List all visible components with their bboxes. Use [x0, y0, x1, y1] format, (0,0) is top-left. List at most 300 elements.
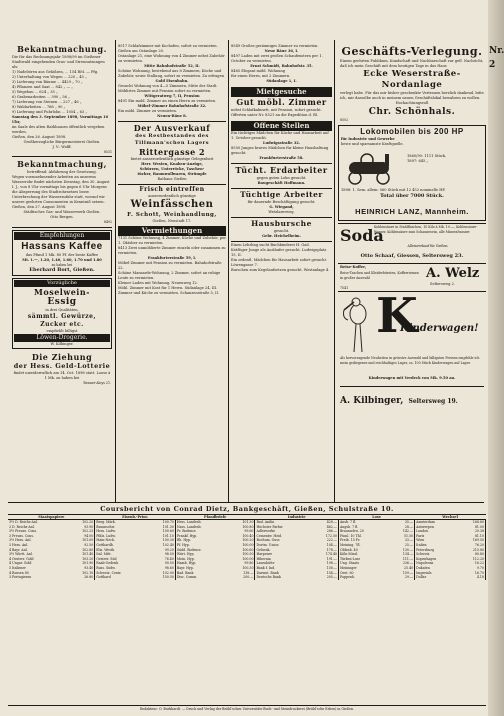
ad-title: Hassans Kaffee — [21, 240, 103, 252]
kurs-value: 99.20 — [149, 548, 176, 553]
ad-text: Einem geehrten Publikum, Kundschaft und Nachbarschaft zur gefl. Nachricht, daß ich mein Geschäft mit dem heutigen Tage in das Haus — [340, 59, 484, 68]
kurs-security-name: Würt. Hyp. — [176, 552, 195, 557]
kurs-value: 104.— — [312, 543, 339, 548]
kurs-security-name: Braunschw. 20 — [340, 529, 364, 534]
listing: Möbel-Zimmer mit Pension zu vermieten. Bahnhofstraße 22. — [118, 261, 222, 270]
ad-signature: Baugeschäft Hoffmann. — [257, 181, 306, 185]
kurs-value: 198.— — [312, 561, 339, 566]
ad-address: Seltersweg 19. — [408, 398, 458, 406]
kurs-value: 103.20 — [68, 557, 95, 562]
ad-sub: gesucht. — [273, 229, 290, 233]
stat-line: 1860/90: 1111 Stück, — [407, 154, 447, 159]
kurs-value: 100.40 — [228, 534, 255, 539]
notice-item: 6) Grabenarbeiten ... 390 „ 56 „ — [12, 95, 70, 99]
stat-line: 1897: 645 „ — [407, 159, 429, 164]
kurs-value: 150.50 — [149, 575, 176, 580]
ad-title: Kinderwagen! — [400, 323, 479, 335]
stat-line: 1898: 1. Sem. allein: 560 Stück mit 12 452 nominelle HP. — [341, 188, 446, 193]
ad-title: Hausbursche — [251, 219, 312, 228]
ad-firm-line — [340, 386, 484, 408]
kurs-value: 222.— — [312, 538, 339, 543]
kurs-security-name: Türken-Lose — [340, 556, 361, 561]
listing: Ein tüchtiges Mädchen für Küche und Hausarbeit auf 1. October gesucht. — [231, 131, 329, 140]
kurs-value: 26.80 — [68, 575, 95, 580]
kurs-security-name: 4 Bayr. Anl. — [9, 547, 28, 552]
classified-ad: Einen Lehrling sucht Buchbinderei H. Gail. — [231, 243, 310, 247]
ad-hausbursche — [231, 217, 332, 239]
column-rule — [228, 40, 229, 502]
kurs-column-header: Industrie — [255, 515, 339, 520]
kurs-column-header: Staatspapiere — [8, 515, 95, 520]
kurs-security-name: Antwerpen — [416, 524, 434, 529]
ad-sub: Kinderwagen mit Verdeck von Mk. 9.50 an. — [368, 376, 456, 381]
kurs-security-name: Bad. Anilin — [256, 520, 275, 524]
next-page-edge — [488, 0, 504, 716]
ad-dealer-pre: zu haben bei — [51, 262, 73, 267]
kurs-value: 100.30 — [228, 566, 255, 571]
ads-misc — [231, 241, 332, 273]
kurs-value: 29.— — [390, 575, 415, 580]
kurs-value: 99.60 — [228, 529, 255, 534]
column-2 — [118, 44, 226, 500]
classified-ad: Kräftiger Junge als Ausläufer gesucht. Ludwigsplatz 15, II. — [231, 248, 327, 257]
kurs-value: 90.50 — [149, 561, 176, 566]
column-3 — [231, 44, 332, 500]
ad-sub: Alleinverkauf für Gießen. — [407, 244, 449, 249]
kurs-column-header: Lose — [339, 515, 415, 520]
kurs-value: 100.60 — [149, 529, 176, 534]
kurs-value: 102.10 — [68, 571, 95, 576]
locomobile-illustration — [343, 152, 405, 186]
classified-ad: 8491 Ein mobl. Zimmer an einen Herrn zu vermieten. — [118, 99, 217, 103]
classified-ad: für einen Herrn, mit 2 Zimmern. — [231, 74, 291, 78]
kurs-security-name: 3 Portugiesen — [9, 575, 32, 580]
kurs-value: 102.40 — [149, 543, 176, 548]
kurs-value: 215.80 — [459, 548, 486, 553]
kurs-security-name: Südd. Bodencr. — [176, 547, 202, 552]
kurs-security-name: Pr. Bodencr. — [176, 529, 197, 534]
classified-ad: Burschen zum Kegelaufsetzen gesucht. Westanlage 4. — [231, 268, 330, 272]
ad-sub: für dauernde Beschäftigung gesucht. — [247, 200, 316, 204]
kurs-value: 191.— — [312, 557, 339, 562]
ad-sub: bietet ausserordentlich günstige Gelegenheit — [130, 157, 214, 161]
kurs-security-name: Meining. 7fl. — [340, 542, 361, 547]
ads-block — [118, 44, 226, 119]
kurs-security-name: Raab-Oedenb. — [96, 561, 120, 566]
kurs-value: 98.60 — [149, 566, 176, 571]
kurs-value: 100.00 — [228, 543, 255, 548]
next-page-label: Nr. 2 — [489, 46, 504, 70]
kurs-security-name: Rh. Hyp. — [176, 538, 191, 543]
kurs-column-header: Wechsel — [415, 515, 486, 520]
kurs-security-name: Hess. Landesb. — [176, 520, 202, 524]
notice-place: Gießen, den 26. August 1898. — [12, 135, 67, 139]
ad-shop: F. Schott, Weinhandlung, — [127, 212, 217, 218]
notice-item: 1) Nadelstreu aus Gehölzen, ... 154 RM. — Pfg. — [12, 70, 99, 74]
notice-number: 8531 — [103, 150, 112, 154]
ad-title: Moselwein- — [34, 287, 90, 298]
kurs-security-name: Oldenb. 40 — [340, 547, 358, 552]
notice-text: im Saale des alten Rathhauses öffentlich vergeben werden. — [12, 125, 105, 134]
kurs-value: 101.00 — [68, 538, 95, 543]
notice-intro: Die für das Rechnungsjahr 1898/99 im Gießener Stadtwald eingehenden Gras- und Streunutzungen als: — [12, 55, 105, 69]
kurs-security-name: Main-Neck. — [96, 538, 115, 543]
column-1 — [12, 44, 112, 500]
ad-top: Vorzügliche — [14, 280, 110, 287]
ad-title: Lokomobilen bis 200 HP — [360, 127, 464, 137]
notice-item: 8) Waldarbeiten ... 768 „ 90 „ — [12, 105, 66, 109]
ad-welz — [338, 263, 486, 291]
ad-line: tücher, Baumwollwaren, Strümpfe — [137, 172, 207, 176]
kurs-security-name: Gotthard — [96, 575, 111, 580]
kurs-security-name: 5 Italiener — [9, 565, 26, 570]
section-title: Vermiethungen — [118, 226, 226, 236]
kurs-value: 102.00 — [149, 571, 176, 576]
classified-ad: Neue Bäue 36, I. — [264, 49, 299, 53]
kurs-value: 28.— — [390, 525, 415, 530]
kurs-security-name: Gotthardb. — [96, 542, 114, 547]
kurs-value: 81.10 — [459, 534, 486, 539]
classified-ad: Neuen-Bäue 8. — [157, 114, 187, 118]
classified-ad: Schöne Wohnung, bestehend aus 8 Zimmern, Küche und Zubehör, sowie Stallung, sofort zu vermieten. Zu erfragen — [118, 69, 225, 78]
kurs-value: 100.60 — [228, 548, 255, 553]
kurs-value: 93.90 — [68, 525, 95, 530]
ad-line: empfiehlt billigst — [46, 329, 78, 334]
kurs-security-name: Paris — [416, 533, 425, 538]
ad-essig — [12, 278, 112, 349]
kurs-value: 76.20 — [459, 543, 486, 548]
classified-ad: Gold Eisenbahn. — [155, 79, 189, 83]
notice-title: Bekanntmachung, — [17, 159, 107, 170]
notice-text: Wegen vorzunehmender Arbeiten an unserem Wasserrohr findet nächsten Dienstag, den 30. August I. J., von 8 Uhr vormittags bis gegen 6 Uhr Morgens die Absperrung des Stadtrohrnetzes bezw. Unterbrechung der Wasserzufuhr statt, worauf wir unsere geehrten Consumenten in Kenntniß setzen. — [12, 175, 110, 205]
kurs-value: 101.40 — [68, 552, 95, 557]
ad-sub: ausserordentlich günstige — [148, 194, 196, 198]
classified-ad: Wittgeratweg 7, II, Pension — [144, 94, 200, 98]
ad-items: Reise-Taschen und Kleiderbürsten, Kofferriemen in großer Auswahl — [340, 271, 419, 280]
kurs-value: 16.70 — [459, 571, 486, 576]
notice-item: 3) Lieferung von Bäume ... 4429 „ 70 „ — [12, 80, 83, 84]
stork-illustration — [340, 296, 374, 354]
ad-sub: für Industrie und Gewerbe — [341, 137, 395, 142]
ad-number: 7541 — [340, 286, 349, 291]
section-offene-stellen — [231, 121, 332, 161]
kurs-security-name: Gelsenk. — [256, 547, 271, 552]
kurs-security-name: 4 Oesterr. Gold — [9, 556, 34, 561]
notice-item: 5) Wegebau ... 624 „ 35 „ — [12, 90, 58, 94]
ad-title: Tüchtige Arbeiter — [240, 190, 323, 199]
kurs-value: 169.50 — [459, 538, 486, 543]
notice-2 — [12, 159, 112, 224]
section-rule — [8, 502, 484, 503]
kurs-security-name: Kopenhagen — [416, 556, 437, 561]
ad-text: findet unwiderruflich am 14. Oct. 1898 statt. Loose à 1 Mk. zu haben bei — [13, 371, 111, 381]
ad-address: Gießen, Neustadt 17. — [152, 219, 192, 223]
section-title: Offene Stellen — [231, 121, 332, 131]
kurs-value: 205.— — [312, 575, 339, 580]
kurs-security-name: Mein. Hyp. — [176, 556, 195, 561]
ad-firm: A. Kilbinger, — [340, 396, 404, 407]
ad-number: Renner-Aloys 21. — [83, 381, 111, 386]
kurs-security-name: Ung. Staats — [340, 561, 359, 566]
kurs-value: 76.40 — [149, 557, 176, 562]
ad-soda — [338, 223, 486, 263]
classified-ad: Möblirtes Zimmer mit Pension sofort zu vermieten. — [118, 89, 212, 93]
kurs-security-name: Hamb. Hyp. — [176, 561, 197, 566]
notice-office: Städtisches Gas- und Wasserwerk Gießen. — [23, 210, 101, 215]
kurs-value: 174.40 — [312, 552, 339, 557]
listing: Frankfurterstraße 58. — [259, 156, 304, 160]
kurs-value: 134.— — [390, 552, 415, 557]
kurs-security-name: 4 Russen 80 — [9, 570, 29, 575]
ad-text: in drei Qualitäten, — [45, 308, 79, 313]
kurs-value: 112.20 — [459, 557, 486, 562]
classified-ad: Ein ordentl. Mädchen für Hausarbeit sofort gesucht. Löwengasse 7. — [231, 258, 328, 267]
kurs-security-name: Finnl. 10 Thl. — [340, 533, 362, 538]
kurs-security-name: Hibernia — [256, 556, 271, 561]
kurs-value: 102.80 — [68, 548, 95, 553]
kursbericht — [8, 505, 486, 703]
kurs-security-name: 4 Ungar. Gold — [9, 561, 32, 566]
kurs-security-name: Bank f. Ind. — [256, 565, 276, 570]
classified-ad: Südanlage 1, I. — [266, 79, 297, 83]
ad-title: Gut möbl. Zimmer — [236, 97, 327, 107]
ad-title-2: der Hess. Geld-Lotterie — [13, 362, 111, 371]
kurs-value: 4.18 — [459, 575, 486, 580]
classified-ad: 8549 Großes geräumiges Zimmer zu vermieten. — [231, 44, 319, 48]
kurs-security-name: Oesterr. Süd — [96, 556, 117, 561]
kurs-security-name: Höchster Farbw. — [256, 524, 284, 529]
ad-text: das Pfund 1 Mk. 80 Pf. der beste Kaffee — [25, 252, 99, 257]
classified-ad: Ostanlage 21, eine Wohnung von 4 Zimmer nebst Zubehör zu vermieten. — [118, 54, 225, 63]
kurs-security-name: Amsterdam — [416, 520, 435, 524]
ad-lanz — [338, 125, 486, 221]
ad-line: Zucker etc. — [40, 321, 84, 329]
kurs-security-name: Harpener — [256, 552, 273, 557]
ad-line: sämmtl. Gewürze, — [27, 313, 97, 321]
kurs-value: 101.30 — [228, 520, 255, 525]
kurs-value: 101.50 — [149, 525, 176, 530]
ad-erdarbeiter — [231, 163, 332, 186]
notice-number: 8492 — [103, 220, 112, 225]
kurs-value: 25.40 — [390, 566, 415, 571]
kurs-security-name: 3½ Hess. Anl. — [9, 538, 32, 543]
kurs-value: 158.— — [312, 566, 339, 571]
kurs-value: 172.50 — [312, 534, 339, 539]
listing: Frankfurterstraße 59, I. — [147, 256, 197, 260]
ad-name: A. Welz — [426, 266, 480, 282]
ad-line: Schürzen, Unterröcke, Taschen- — [139, 167, 205, 171]
kurs-value: 33.— — [390, 538, 415, 543]
kurs-value: 101.10 — [149, 534, 176, 539]
kurs-column-header: Pfandbriefe — [175, 515, 255, 520]
classified-ad: Ein möbl. Zimmer zu vermieten. — [118, 109, 177, 113]
kurs-security-name: 3 Hess. Anl. — [9, 542, 29, 547]
kurs-value: 159.— — [390, 571, 415, 576]
kurs-value: 35.— — [390, 520, 415, 525]
kurs-security-name: Dukaten — [416, 565, 430, 570]
kurs-security-name: Bad. Bank — [176, 570, 194, 575]
stat-line: Total über 7000 Stück. — [380, 193, 444, 200]
notice-item: 4) Pflanzen und Saat ... 842 „ — „ — [12, 85, 74, 89]
kurs-value: 100.80 — [228, 525, 255, 530]
kurs-security-name: Adlerwerke — [256, 529, 276, 534]
ad-signature: Gebr. Heichelheim. — [262, 234, 301, 238]
ad-header: Empfehlungen — [14, 232, 110, 240]
ad-weinfass — [118, 184, 226, 224]
ads-block — [231, 44, 332, 84]
kurs-value: 142.— — [390, 529, 415, 534]
kurs-value: 20.38 — [459, 529, 486, 534]
ad-text-2: verlegt habe. Für das mir bisher geschenkte Vertrauen herzlich dankend, bitte ich, mir dasselbe auch in meinem neuen Geschäftslokal bewahren zu wollen. — [340, 91, 484, 100]
kurs-security-name: Bayr. Hyp. — [176, 565, 194, 570]
kurs-value: 462.— — [312, 525, 339, 530]
listing: Möbl. Zimmer mit Kost für 1 Herrn. Südanlage 24, III. — [118, 286, 218, 290]
kurs-security-name: 3½ Württ. Anl. — [9, 552, 33, 557]
listing: Schöne Mansarde-Wohnung, 2 Zimmer, sofort an ruhige Leute zu vermieten. — [118, 271, 221, 280]
column-rule — [115, 40, 116, 502]
kurs-value: 9.70 — [459, 566, 486, 571]
kurs-security-name: Italien — [416, 542, 427, 547]
ad-ausverkauf — [118, 121, 226, 182]
ad-big-letter: K — [376, 288, 418, 345]
kurs-value: 100.30 — [149, 538, 176, 543]
kurs-security-name: Berg. Märk. — [96, 520, 116, 524]
notice-title: Bekanntmachung. — [17, 44, 107, 54]
section-title: Mietgesuche — [231, 87, 332, 97]
kurs-security-name: Oest. 60 — [340, 570, 354, 575]
kurs-security-name: Meininger — [340, 565, 357, 570]
kurs-value: 200.— — [228, 575, 255, 580]
kurs-value: 25.— — [390, 543, 415, 548]
kurs-security-name: Schweiz — [416, 552, 430, 557]
classified-ad: 8517 Schlafzimmer mit Kochofen, sofort zu vermieten. Gießen am Ostanlage 20. — [118, 44, 218, 53]
ad-sub-2: beste und sparsamste Kraftquelle. — [341, 142, 404, 147]
footer-imprint: Redakteur: O. Burkhardt. — Druck und Verlag der Brühl'schen Universitäts-Buch- und Steindruckerei (Brühl'sche Erben) in Gießen. — [8, 705, 486, 711]
ad-text: Als hervorragende Neuheiten in grösster Auswahl und billigsten Preisen empfehle ich mein gediegenes und reichhaltiges Lager, ca. 100 Stück Kinderwagen auf Lager. — [340, 356, 480, 365]
kurs-security-name: Darmst. Bank — [256, 570, 279, 575]
kurs-security-name: 3½ Preuss. Cons. — [9, 529, 38, 534]
kurs-security-name: Ital. Mitt. — [96, 552, 112, 557]
kurs-value: 16.22 — [459, 561, 486, 566]
kurs-security-name: Russ. Südw. — [96, 565, 116, 570]
kurs-security-name: Pf. Hyp. — [176, 542, 190, 547]
ad-big: Ecke Weserstraße-Nordanlage — [363, 69, 461, 90]
classified-ad: 8465 Elegant möbl. Wohnung — [231, 69, 286, 73]
kurs-security-name: Hess. Ludw. — [96, 529, 116, 534]
kurs-security-name: Frankf. Hyp. — [176, 533, 198, 538]
kurs-security-name: 3 D. Reichs-Anl. — [9, 524, 35, 529]
kurs-security-name: Braunschw. — [96, 524, 115, 529]
kurs-security-name: Schweiz. Centr. — [96, 570, 122, 575]
ad-firm: HEINRICH LANZ, Mannheim. — [355, 207, 469, 217]
notice-item: 7) Lieferung von Steinen ... 227 „ 46 „ — [12, 100, 82, 104]
listing: 7131 Schöne Wohnung, 4 Zimmer, Küche und Zubehör, per 1. Oktober zu vermieten. — [118, 236, 226, 245]
ad-verlegung — [338, 44, 486, 123]
kurs-security-name: Elis. Westb. — [96, 547, 116, 552]
ad-big: Weinfässchen — [130, 199, 214, 210]
kurs-value: 100.70 — [149, 520, 176, 525]
notice-place: Gießen, den 27. August 1898. — [12, 205, 67, 210]
ad-stats-2 — [341, 188, 483, 200]
kurs-security-name: Dollar — [416, 575, 427, 580]
kurs-value: 100.50 — [228, 552, 255, 557]
ad-signature-pre: Hochachtungsvoll — [395, 101, 429, 105]
notice-1 — [12, 44, 112, 154]
kurs-value: 99.80 — [228, 561, 255, 566]
kurs-security-name: Pfälz. Ludw. — [96, 533, 116, 538]
kurs-security-name: Disc. Comm. — [176, 575, 198, 580]
ad-text: Kohlensäure in Stahlflaschen, 10 Kilo à Mk. 10.—, Kohlensäure-Wasser, Kohlensäure zum Schaumwein, alle Mineralwasser — [374, 225, 478, 234]
ad-lotterie — [12, 351, 112, 386]
kurs-value: 168.60 — [459, 520, 486, 525]
kurs-security-name: Pappenh. — [340, 575, 355, 580]
listing: Ludwigsstraße 32. — [262, 141, 301, 145]
kurs-value: 93.40 — [68, 566, 95, 571]
ad-title: Der Ausverkauf — [133, 123, 211, 133]
kurs-security-name: Köln-Mind. — [340, 552, 358, 557]
notice-signature: Otto Bergen. — [50, 215, 74, 220]
kurs-value: 428.— — [312, 520, 339, 525]
ad-line: Herr. Westen, Knaben-Anzüge, — [141, 162, 203, 166]
kurs-security-name: Freib. 15 Fr. — [340, 538, 361, 543]
kurs-security-name: Deutsche Bank — [256, 575, 281, 580]
kurs-value: 51.50 — [390, 534, 415, 539]
kurs-row — [8, 575, 486, 580]
ad-signature: Chr. Schönhals. — [368, 107, 456, 117]
ad-sub: gegen guten Lohn gesucht. — [256, 176, 307, 180]
kurs-value: 102.20 — [68, 520, 95, 525]
ad-address: Wetzlarerweg. — [268, 210, 295, 214]
kurs-value: 178.— — [312, 548, 339, 553]
notice-signature: J. V.: Wolff. — [52, 145, 72, 149]
ad-arbeiter — [231, 188, 332, 215]
ad-kaffee — [12, 230, 112, 276]
ad-stats — [407, 154, 481, 164]
kurs-title: Coursbericht von Conrad Dietz, Bankgeschäft, Gießen, Schulstraße 10. — [8, 505, 486, 515]
ad-shop: Löwen-Drogerie. — [14, 334, 110, 342]
section-vermiethungen — [118, 226, 226, 296]
ad-signature: W. Kilbinger. — [50, 342, 74, 347]
kurs-value: 101.90 — [68, 561, 95, 566]
kurs-security-name: Bochum. Guss — [256, 538, 280, 543]
notice-subtitle: betreffend: Abfuhrung der Gesetzung. — [27, 170, 97, 175]
ad-title: Die Ziehung — [31, 352, 93, 363]
ad-number: 8502 — [340, 118, 349, 122]
kurs-value: 130.— — [390, 548, 415, 553]
ad-text: nebst Schlafkabinett, mit Pension, sofort gesucht. Offerten unter Nr. 8521 an die Expedition d. Bl. — [231, 108, 322, 117]
kurs-security-name: Napoleons — [416, 561, 434, 566]
kurs-security-name: 3 Preuss. Cons. — [9, 533, 35, 538]
notice-item: 2) Unterhaltung von Wegen ... 220 „ 45 „ — [12, 75, 87, 79]
kurs-value: 98.50 — [149, 552, 176, 557]
kurs-value: 286.— — [312, 529, 339, 534]
ad-title: Frisch eintreffen — [139, 186, 205, 193]
kurs-security-name: Augsb. 7 fl. — [340, 524, 359, 529]
ad-title: Geschäfts-Verlegung. — [341, 45, 483, 58]
ad-prices: Mt. 1.—, 1.20, 1.40, 1.60, 1.70 und 1.80 — [22, 257, 102, 262]
kurs-security-name: 3½ D. Reichs-Anl. — [9, 520, 38, 524]
classified-ad: Möbel-Zimmer Bahnhofstraße 32. — [137, 104, 207, 108]
listing: 8413 Zwei unmöblierte Zimmer einzeln oder zusammen zu vermieten. — [118, 246, 226, 255]
kurs-value: 100.00 — [228, 557, 255, 562]
notice-office: Großherzogliche Bürgermeisterei Gießen. — [23, 140, 101, 144]
ad-signature: Rathaus Gießen — [157, 177, 187, 181]
kurs-security-name: Nass. Landesb. — [176, 524, 202, 529]
kurs-column-header: Eisenb.-Prior. — [95, 515, 176, 520]
kurs-security-name: Laurahütte — [256, 561, 275, 566]
kurs-security-name: London — [416, 529, 429, 534]
kurs-security-name: Petersburg — [416, 547, 435, 552]
